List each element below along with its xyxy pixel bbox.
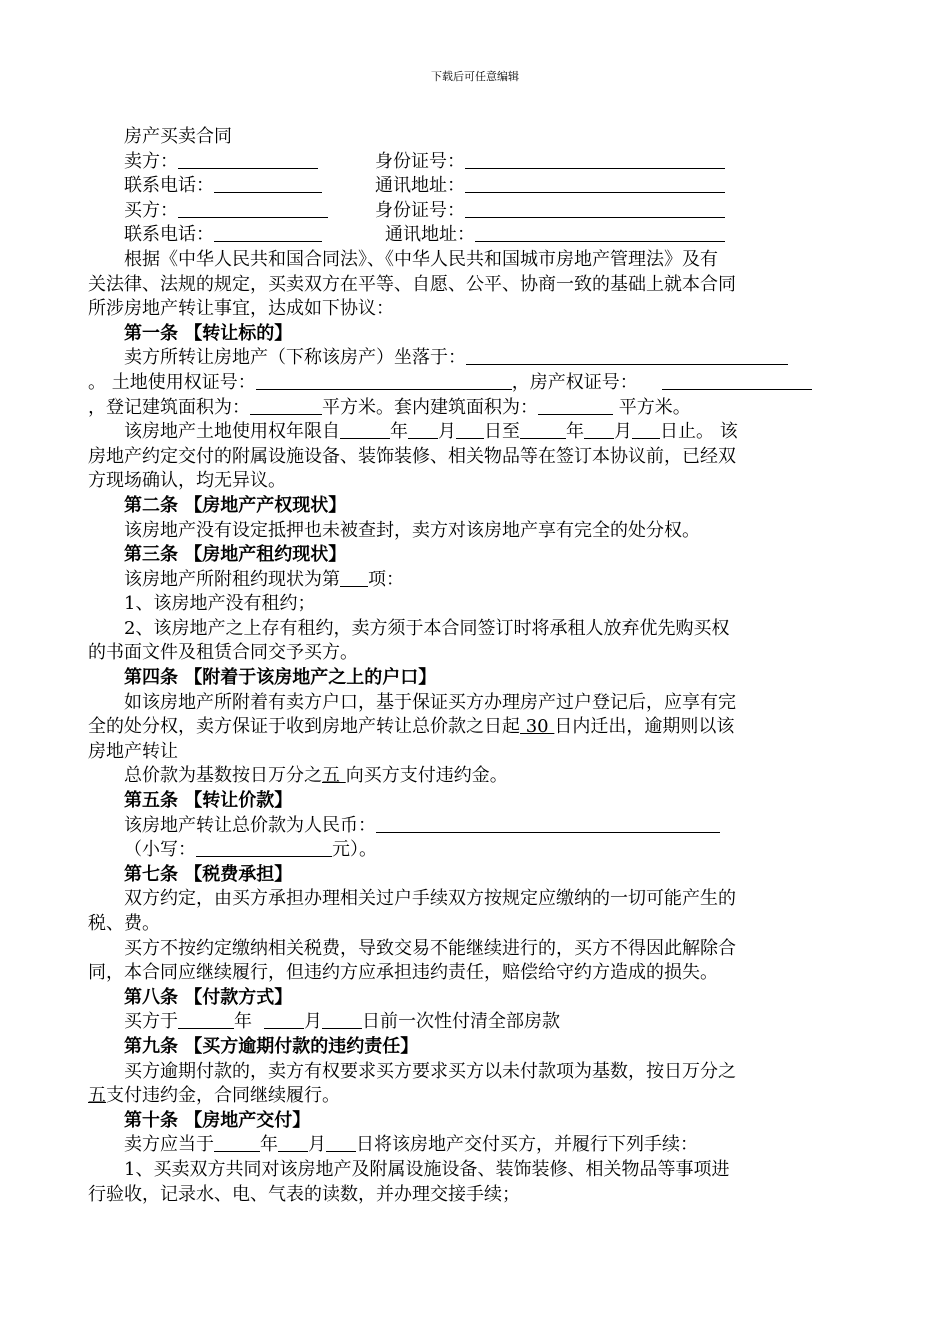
price-number-blank[interactable]	[196, 838, 332, 857]
article-3-title: 第三条 【房地产租约现状】	[124, 544, 347, 566]
inner-area-unit: 平方米。	[613, 396, 691, 418]
article-3-line-1	[88, 568, 860, 593]
article-5-title: 第五条 【转让价款】	[124, 790, 293, 812]
buyer-id-label: 身份证号：	[375, 199, 465, 221]
lease-item-suffix: 项：	[368, 568, 404, 590]
price-label: 该房地产转让总价款为人民币：	[124, 814, 376, 836]
article-10-title: 第十条 【房地产交付】	[124, 1109, 311, 1131]
seller-label: 卖方：	[124, 150, 178, 172]
price-unit: 元）。	[332, 839, 377, 861]
article-7-line-1: 双方约定，由买方承担办理相关过户手续双方按规定应缴纳的一切可能产生的	[124, 888, 736, 910]
delivery-year-blank[interactable]	[214, 1133, 260, 1152]
article-10-line-2: 1、买卖双方共同对该房地产及附属设施设备、装饰装修、相关物品等事项进	[124, 1158, 730, 1180]
built-area-label: ，登记建筑面积为：	[88, 396, 250, 418]
term-end-month-blank[interactable]	[584, 420, 614, 439]
delivery-day-blank[interactable]	[326, 1133, 356, 1152]
article-1-title: 第一条 【转让标的】	[124, 322, 293, 344]
property-cert-label: ，房产权证号：	[511, 371, 638, 393]
year-label: 年	[390, 421, 408, 443]
seller-name-blank[interactable]	[178, 150, 318, 169]
seller-address-group	[375, 174, 725, 199]
term-start-month-blank[interactable]	[408, 420, 438, 439]
article-9-title: 第九条 【买方逾期付款的违约责任】	[124, 1035, 419, 1057]
article-10-line-3: 行验收，记录水、电、气表的读数，并办理交接手续；	[88, 1183, 520, 1205]
delivery-suffix: 日将该房地产交付买方，并履行下列手续：	[356, 1134, 698, 1156]
article-3-line-2: 1、该房地产没有租约；	[124, 593, 316, 615]
move-out-label: 全的处分权，卖方保证于收到房地产转让总价款之日起	[88, 716, 520, 738]
seller-address-blank[interactable]	[465, 174, 725, 193]
payment-year-blank[interactable]	[178, 1010, 234, 1029]
built-area-blank[interactable]	[250, 396, 322, 415]
seller-id-label: 身份证号：	[375, 150, 465, 172]
day-to-label: 日至	[484, 421, 520, 443]
buyer-name-blank[interactable]	[178, 199, 328, 218]
day-end-label: 日止。 该	[660, 421, 738, 443]
buyer-phone-label: 联系电话：	[124, 224, 214, 246]
month-label: 月	[438, 421, 456, 443]
term-start-day-blank[interactable]	[456, 420, 484, 439]
article-1-line-5: 房地产约定交付的附属设施设备、装饰装修、相关物品等在签订本协议前，已经双	[88, 445, 736, 467]
article-1-line-2	[88, 371, 860, 396]
payment-month-blank[interactable]	[264, 1010, 304, 1029]
article-1-line-4	[88, 420, 860, 445]
article-5-line-1	[88, 814, 860, 839]
article-9-line-2	[88, 1084, 860, 1109]
article-2-title: 第二条 【房地产产权现状】	[124, 494, 347, 516]
year-label: 年	[260, 1134, 278, 1156]
penalty-suffix: 向买方支付违约金。	[345, 765, 508, 787]
month-label: 月	[308, 1134, 326, 1156]
delivery-month-blank[interactable]	[278, 1133, 308, 1152]
location-label: 卖方所转让房地产（下称该房产）坐落于：	[124, 347, 466, 369]
seller-phone-blank[interactable]	[214, 174, 322, 193]
payment-suffix: 日前一次性付清全部房款	[362, 1011, 560, 1033]
land-cert-blank[interactable]	[256, 371, 512, 390]
inner-area-label: 平方米。套内建筑面积为：	[322, 396, 538, 418]
move-out-days: 30	[520, 716, 555, 738]
article-1-line-3	[88, 396, 860, 421]
price-number-label: （小写：	[124, 839, 196, 861]
article-3-line-4: 的书面文件及租赁合同交予买方。	[88, 642, 358, 664]
month-label: 月	[614, 421, 632, 443]
location-blank[interactable]	[466, 346, 788, 365]
buyer-row	[88, 199, 860, 224]
delivery-label: 卖方应当于	[124, 1134, 214, 1156]
term-end-year-blank[interactable]	[520, 420, 566, 439]
article-8-line-1	[88, 1010, 860, 1035]
seller-contact-row	[88, 174, 860, 199]
term-start-year-blank[interactable]	[340, 420, 390, 439]
year-label: 年	[234, 1011, 252, 1033]
intro-line-1: 根据《中华人民共和国合同法》、《中华人民共和国城市房地产管理法》及有	[124, 248, 718, 270]
article-7-line-3: 买方不按约定缴纳相关税费，导致交易不能继续进行的，买方不得因此解除合	[124, 937, 736, 959]
seller-id-group	[375, 150, 725, 175]
buyer-contact-row	[88, 223, 860, 248]
buyer-id-group	[375, 199, 725, 224]
article-3-line-3: 2、该房地产之上存有租约，卖方须于本合同签订时将承租人放弃优先购买权	[124, 617, 730, 639]
month-label: 月	[304, 1011, 322, 1033]
contract-body	[88, 125, 860, 1207]
article-5-line-2	[88, 838, 860, 863]
payment-day-blank[interactable]	[322, 1010, 362, 1029]
article-4-line-2	[88, 715, 860, 740]
seller-row	[88, 150, 860, 175]
buyer-label: 买方：	[124, 199, 178, 221]
page-header: 下载后可任意编辑	[431, 70, 519, 83]
price-blank[interactable]	[376, 814, 720, 833]
term-end-day-blank[interactable]	[632, 420, 660, 439]
article-8-title: 第八条 【付款方式】	[124, 986, 293, 1008]
article-7-title: 第七条 【税费承担】	[124, 863, 293, 885]
lease-item-blank[interactable]	[340, 568, 368, 587]
late-penalty-rate: 五	[88, 1085, 106, 1107]
move-out-suffix: 日内迁出，逾期则以该	[554, 716, 735, 738]
buyer-address-label: 通讯地址：	[385, 224, 475, 246]
article-10-line-1	[88, 1133, 860, 1158]
seller-address-label: 通讯地址：	[375, 175, 465, 197]
article-4-title: 第四条 【附着于该房地产之上的户口】	[124, 667, 437, 689]
article-2-line-1: 该房地产没有设定抵押也未被查封，卖方对该房地产享有完全的处分权。	[124, 519, 700, 541]
inner-area-blank[interactable]	[538, 396, 613, 415]
property-cert-blank[interactable]	[662, 371, 812, 390]
article-4-line-1: 如该房地产所附着有卖方户口，基于保证买方办理房产过户登记后，应享有完	[124, 691, 736, 713]
buyer-phone-blank[interactable]	[214, 223, 322, 242]
article-7-line-2: 税、费。	[88, 913, 160, 934]
contract-title: 房产买卖合同	[124, 126, 232, 147]
intro-line-3: 所涉房地产转让事宜，达成如下协议：	[88, 298, 394, 320]
lease-status-label: 该房地产所附租约现状为第	[124, 568, 340, 590]
article-4-line-3: 房地产转让	[88, 740, 178, 762]
penalty-rate: 五	[322, 765, 346, 787]
seller-phone-label: 联系电话：	[124, 175, 214, 197]
term-label: 该房地产土地使用权年限自	[124, 421, 340, 443]
article-4-line-4	[88, 764, 860, 789]
article-1-line-1	[88, 346, 860, 371]
payment-label: 买方于	[124, 1011, 178, 1033]
seller-id-blank[interactable]	[465, 150, 725, 169]
buyer-id-blank[interactable]	[465, 199, 725, 218]
buyer-address-group	[385, 223, 725, 248]
intro-line-2: 关法律、法规的规定，买卖双方在平等、自愿、公平、协商一致的基础上就本合同	[88, 273, 736, 295]
penalty-label: 总价款为基数按日万分之	[124, 765, 322, 787]
buyer-address-blank[interactable]	[475, 223, 725, 242]
land-cert-label: 。 土地使用权证号：	[88, 371, 256, 393]
article-9-line-1: 买方逾期付款的，卖方有权要求买方要求买方以未付款项为基数，按日万分之	[124, 1060, 736, 1082]
year-label: 年	[566, 421, 584, 443]
article-7-line-4: 同，本合同应继续履行，但违约方应承担违约责任，赔偿给守约方造成的损失。	[88, 962, 718, 984]
late-penalty-suffix: 支付违约金，合同继续履行。	[106, 1085, 340, 1107]
article-1-line-6: 方现场确认，均无异议。	[88, 470, 286, 492]
